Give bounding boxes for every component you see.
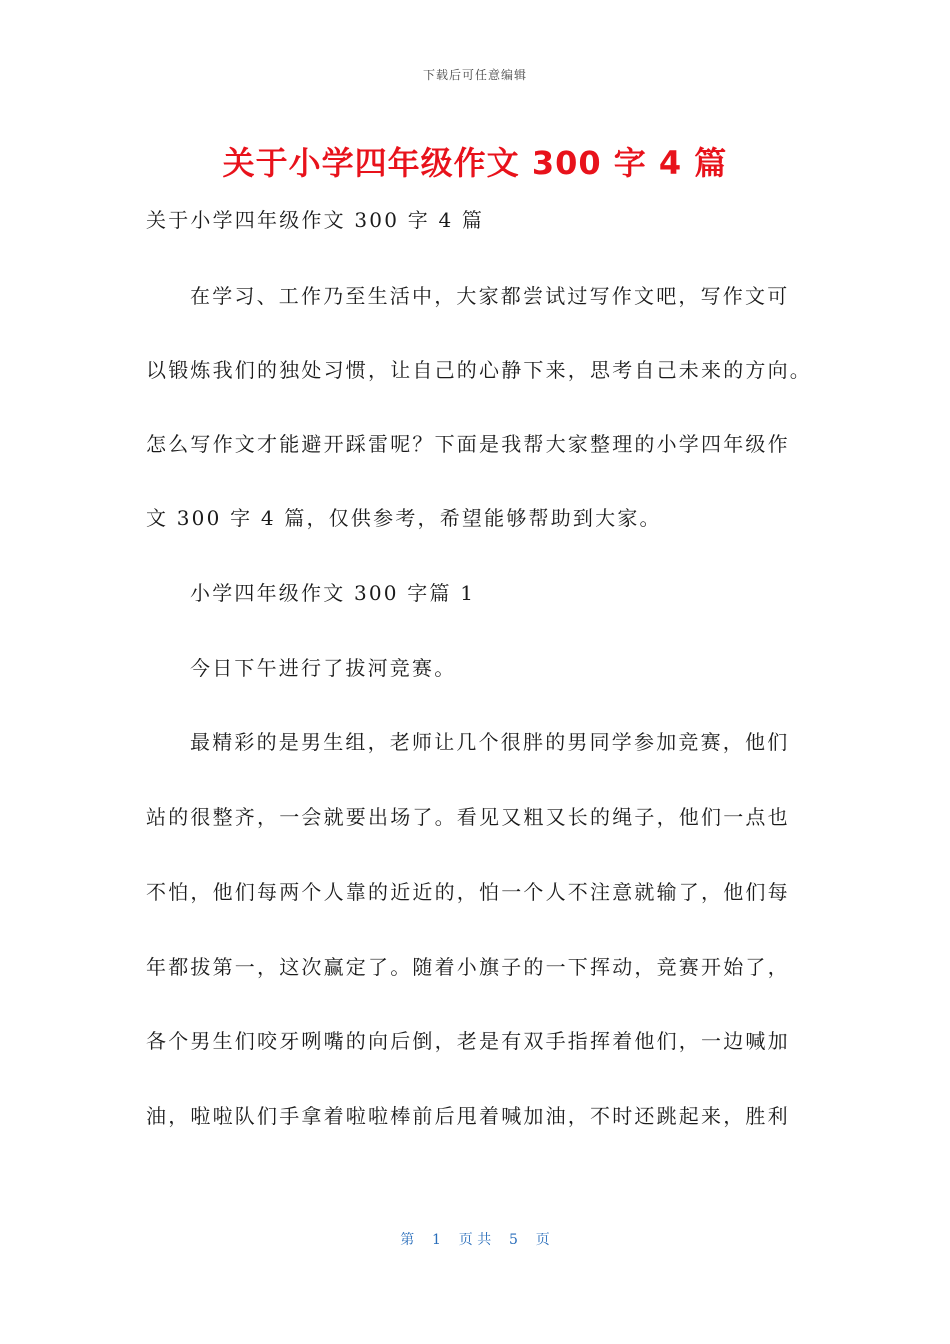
paragraph-line: 不怕，他们每两个人靠的近近的，怕一个人不注意就输了，他们每 — [146, 880, 790, 904]
paragraph-line: 油，啦啦队们手拿着啦啦棒前后甩着喊加油，不时还跳起来，胜利 — [146, 1104, 790, 1128]
document-title: 关于小学四年级作文 300 字 4 篇 — [222, 144, 728, 182]
page-footer — [0, 1229, 950, 1249]
footer-suffix: 页 — [535, 1232, 550, 1248]
paragraph-line: 以锻炼我们的独处习惯，让自己的心静下来，思考自己未来的方向。 — [146, 358, 812, 382]
subtitle-line: 关于小学四年级作文 300 字 4 篇 — [146, 208, 485, 232]
paragraph-line: 怎么写作文才能避开踩雷呢？下面是我帮大家整理的小学四年级作 — [146, 432, 790, 456]
paragraph-line: 最精彩的是男生组，老师让几个很胖的男同学参加竞赛，他们 — [190, 730, 790, 754]
paragraph-line: 各个男生们咬牙咧嘴的向后倒，老是有双手指挥着他们，一边喊加 — [146, 1029, 790, 1053]
footer-prefix: 第 — [400, 1232, 415, 1248]
footer-total-pages: 5 — [509, 1232, 518, 1248]
paragraph-line: 今日下午进行了拔河竞赛。 — [190, 656, 457, 680]
section-heading: 小学四年级作文 300 字篇 1 — [190, 581, 476, 605]
footer-mid: 页 共 — [458, 1232, 492, 1248]
paragraph-line: 在学习、工作乃至生活中，大家都尝试过写作文吧，写作文可 — [190, 284, 790, 308]
paragraph-line: 站的很整齐，一会就要出场了。看见又粗又长的绳子，他们一点也 — [146, 805, 790, 829]
page-header-note: 下载后可任意编辑 — [422, 68, 527, 82]
paragraph-line: 文 300 字 4 篇，仅供参考，希望能够帮助到大家。 — [146, 506, 662, 530]
footer-current-page: 1 — [432, 1232, 441, 1248]
paragraph-line: 年都拔第一，这次赢定了。随着小旗子的一下挥动，竞赛开始了， — [146, 955, 790, 979]
